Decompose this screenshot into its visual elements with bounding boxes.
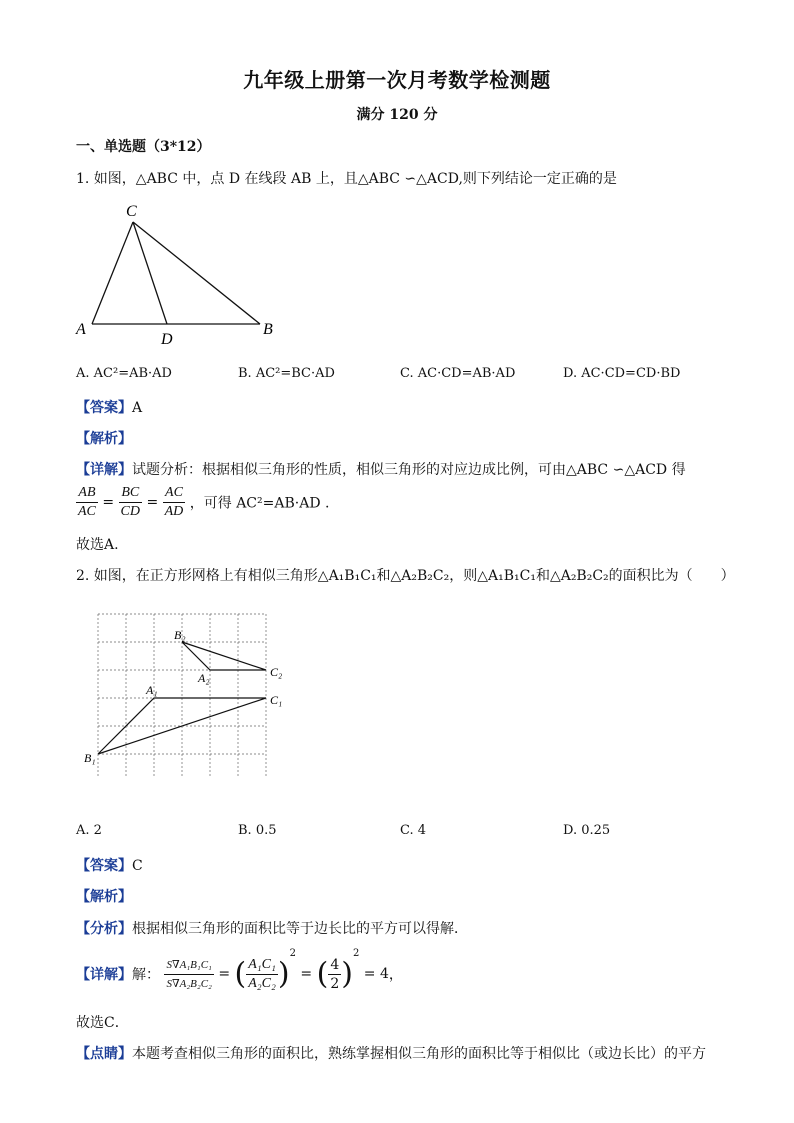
label-b1: B₁	[84, 751, 96, 765]
label-b: B	[263, 321, 273, 338]
segment-cd	[133, 222, 167, 324]
q2-option-c: C. 4	[400, 823, 427, 838]
fenxi-tag: 【分析】	[76, 921, 132, 937]
segment-cb	[133, 222, 260, 324]
label-d: D	[161, 331, 173, 348]
answer-value: C	[132, 858, 143, 874]
q2-answer-line	[76, 855, 143, 875]
q2-option-b: B. 0.5	[238, 823, 277, 838]
label-a1: A₁	[146, 683, 158, 697]
label-c2: C₂	[270, 665, 283, 679]
section-heading: 一、单选题（3*12）	[76, 139, 211, 155]
dianjing-text: 本题考查相似三角形的面积比，熟练掌握相似三角形的面积比等于相似比（或边长比）的平方	[132, 1046, 706, 1062]
dianjing-tag: 【点睛】	[76, 1046, 132, 1062]
q1-proportion: $\frac{AB}{AC}$ = $\frac{BC}{CD}$ = $\frac{AC}{AD}$ ，可得 AC²=AB·AD .	[78, 485, 330, 519]
q1-stem: 1. 如图，△ABC 中，点 D 在线段 AB 上，且△ABC ∽△ACD,则下列结论一定正确的是	[76, 171, 617, 187]
q2-fenxi-line	[76, 918, 468, 938]
q1-option-c: C. AC·CD=AB·AD	[400, 366, 516, 381]
detail-tag: 【详解】	[76, 967, 132, 983]
q2-conclusion: 故选C．	[76, 1015, 129, 1031]
label-b2: B₂	[174, 628, 186, 642]
detail-text: 试题分析：根据相似三角形的性质，相似三角形的对应边成比例，可由△ABC ∽△ACD 得	[132, 462, 686, 478]
answer-tag: 【答案】	[76, 858, 132, 874]
q1-answer-line	[76, 397, 142, 417]
q1-option-a: A. AC²=AB·AD	[76, 366, 172, 381]
detail-tag: 【详解】	[76, 462, 132, 478]
page-subtitle: 满分 120 分	[356, 107, 438, 123]
q1-detail-line	[76, 459, 686, 479]
label-a: A	[76, 321, 86, 338]
triangle-a2b2c2	[182, 642, 266, 670]
fenxi-text: 根据相似三角形的面积比等于边长比的平方可以得解．	[132, 921, 468, 937]
q1-conclusion: 故选A.	[76, 537, 119, 553]
label-c: C	[126, 203, 137, 220]
q1-triangle-figure	[70, 196, 290, 348]
fraction-ac-ad: $\frac{AC}{AD}$	[164, 485, 184, 519]
q2-analysis-tag: 【解析】	[76, 889, 132, 905]
label-a2: A₂	[198, 671, 210, 685]
q1-option-d: D. AC·CD=CD·BD	[563, 366, 681, 381]
answer-tag: 【答案】	[76, 400, 132, 416]
q2-stem: 2. 如图，在正方形网格上有相似三角形△A₁B₁C₁和△A₂B₂C₂，则△A₁B₁C₁和△A₂B₂C₂的面积比为（ ）	[76, 568, 735, 584]
segment-ac	[92, 222, 133, 324]
q2-grid-figure	[80, 606, 300, 778]
page-title: 九年级上册第一次月考数学检测题	[243, 68, 551, 92]
answer-value: A	[132, 400, 143, 416]
label-c1: C₁	[270, 693, 283, 707]
q2-option-a: A. 2	[76, 823, 102, 838]
side-ratio-fraction: $\frac{\text{A₁C₁}}{\text{A₂C₂}}$	[248, 956, 276, 991]
q1-option-b: B. AC²=BC·AD	[238, 366, 335, 381]
q2-dianjing-line	[76, 1043, 706, 1063]
number-fraction: $\frac{4}{2}$	[330, 956, 340, 992]
q1-analysis-tag: 【解析】	[76, 431, 132, 447]
q2-area-equation: 【详解】解： $\frac{\text{S∇A₁B₁C₁}}{\text{S∇A₂B₂C₂}}$ = ( $\frac{\text{A₁C₁}}{\text{A₂C₂}}$ )$^2$ = ( $\frac{4}{2}$ )$^2$ = 4，	[76, 948, 403, 992]
q1-result: ，可得 AC²=AB·AD .	[189, 495, 330, 512]
q2-option-d: D. 0.25	[563, 823, 611, 838]
fraction-bc-cd: $\frac{BC}{CD}$	[120, 485, 140, 519]
fraction-ab-ac: $\frac{AB}{AC}$	[78, 485, 96, 519]
area-ratio-fraction: $\frac{\text{S∇A₁B₁C₁}}{\text{S∇A₂B₂C₂}}$	[164, 956, 213, 993]
